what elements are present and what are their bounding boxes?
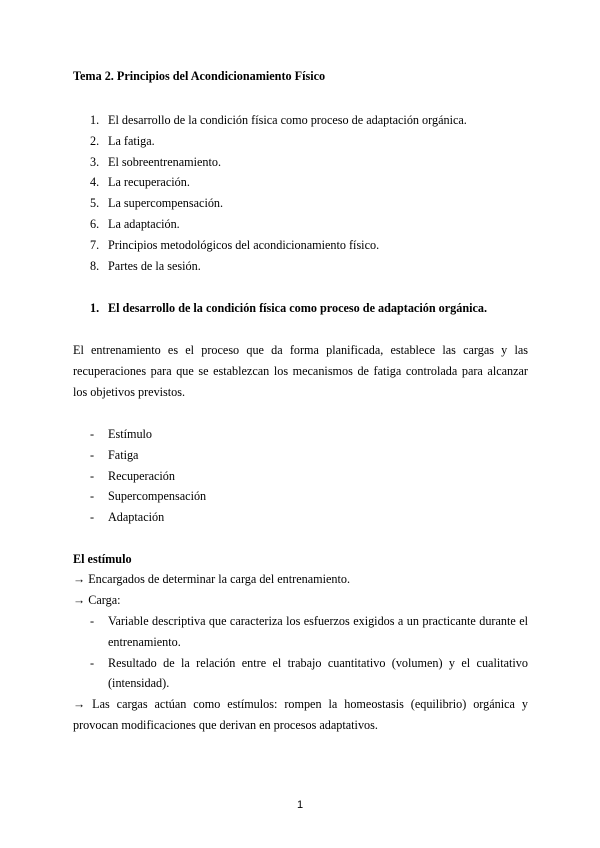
toc-item — [90, 172, 530, 193]
toc-item — [90, 152, 530, 173]
definition-list — [90, 611, 528, 694]
bullet-dash: - — [90, 510, 95, 525]
list-item — [90, 507, 206, 528]
bullet-dash: - — [90, 468, 95, 483]
list-item — [90, 611, 528, 653]
list-item — [90, 653, 528, 695]
list-item-text: Estímulo — [108, 427, 153, 441]
toc-number: 4. — [90, 175, 100, 190]
list-item-text: Variable descriptiva que caracteriza los esfuerzos exigidos a un practicante durante el entrenamiento. — [108, 614, 528, 649]
arrow-line: → Encargados de determinar la carga del entrenamiento. — [73, 572, 351, 586]
list-item-text: Resultado de la relación entre el trabajo cuantitativo (volumen) y el cualitativo (intensidad). — [108, 655, 528, 691]
list-item-text: Recuperación — [108, 468, 175, 483]
toc-text: La recuperación. — [108, 175, 190, 190]
toc-text: El sobreentrenamiento. — [108, 154, 222, 169]
bullet-list — [90, 424, 206, 528]
section-number: 1. — [90, 301, 100, 315]
list-item-text: Supercompensación — [108, 489, 207, 504]
toc-number: 8. — [90, 258, 100, 273]
intro-paragraph: El entrenamiento es el proceso que da forma planificada, establece las cargas y las recuperaciones para que se establezcan los mecanismos de fatiga controlada para alcanzar los objetivos previstos. — [73, 343, 528, 399]
toc-text: Principios metodológicos del acondicionamiento físico. — [108, 237, 380, 252]
toc-item — [90, 193, 530, 214]
section-heading — [90, 298, 487, 319]
toc-number: 2. — [90, 133, 100, 148]
toc-number: 1. — [90, 113, 100, 127]
toc-item — [90, 235, 530, 256]
sub-heading: El estímulo — [73, 552, 132, 566]
list-item-text: Fatiga — [108, 447, 139, 462]
toc-text: La adaptación. — [108, 216, 180, 231]
toc-item — [90, 131, 530, 152]
page-number: 1 — [296, 799, 304, 811]
closing-paragraph: → Las cargas actúan como estímulos: rompen la homeostasis (equilibrio) orgánica y provocan modificaciones que derivan en procesos adaptativos. — [73, 697, 528, 732]
bullet-dash: - — [90, 427, 95, 441]
toc-item — [90, 110, 530, 131]
toc-text: El desarrollo de la condición física como proceso de adaptación orgánica. — [108, 113, 467, 127]
section-heading-text: El desarrollo de la condición física como proceso de adaptación orgánica. — [108, 301, 488, 315]
toc-number: 3. — [90, 154, 100, 169]
bullet-dash: - — [90, 655, 95, 670]
table-of-contents — [90, 110, 530, 276]
toc-number: 5. — [90, 196, 100, 211]
toc-text: La supercompensación. — [108, 196, 224, 211]
arrow-line: → Carga: — [73, 593, 121, 607]
toc-text: La fatiga. — [108, 133, 155, 148]
bullet-dash: - — [90, 447, 95, 462]
list-item — [90, 445, 206, 466]
list-item-text: Adaptación — [108, 510, 165, 525]
toc-text: Partes de la sesión. — [108, 258, 201, 273]
toc-number: 7. — [90, 237, 100, 252]
document-title: Tema 2. Principios del Acondicionamiento Físico — [73, 69, 326, 83]
toc-number: 6. — [90, 216, 100, 231]
list-item — [90, 466, 206, 487]
bullet-dash: - — [90, 614, 95, 628]
list-item — [90, 486, 206, 507]
toc-item — [90, 214, 530, 235]
list-item — [90, 424, 206, 445]
bullet-dash: - — [90, 489, 95, 504]
toc-item — [90, 256, 530, 277]
